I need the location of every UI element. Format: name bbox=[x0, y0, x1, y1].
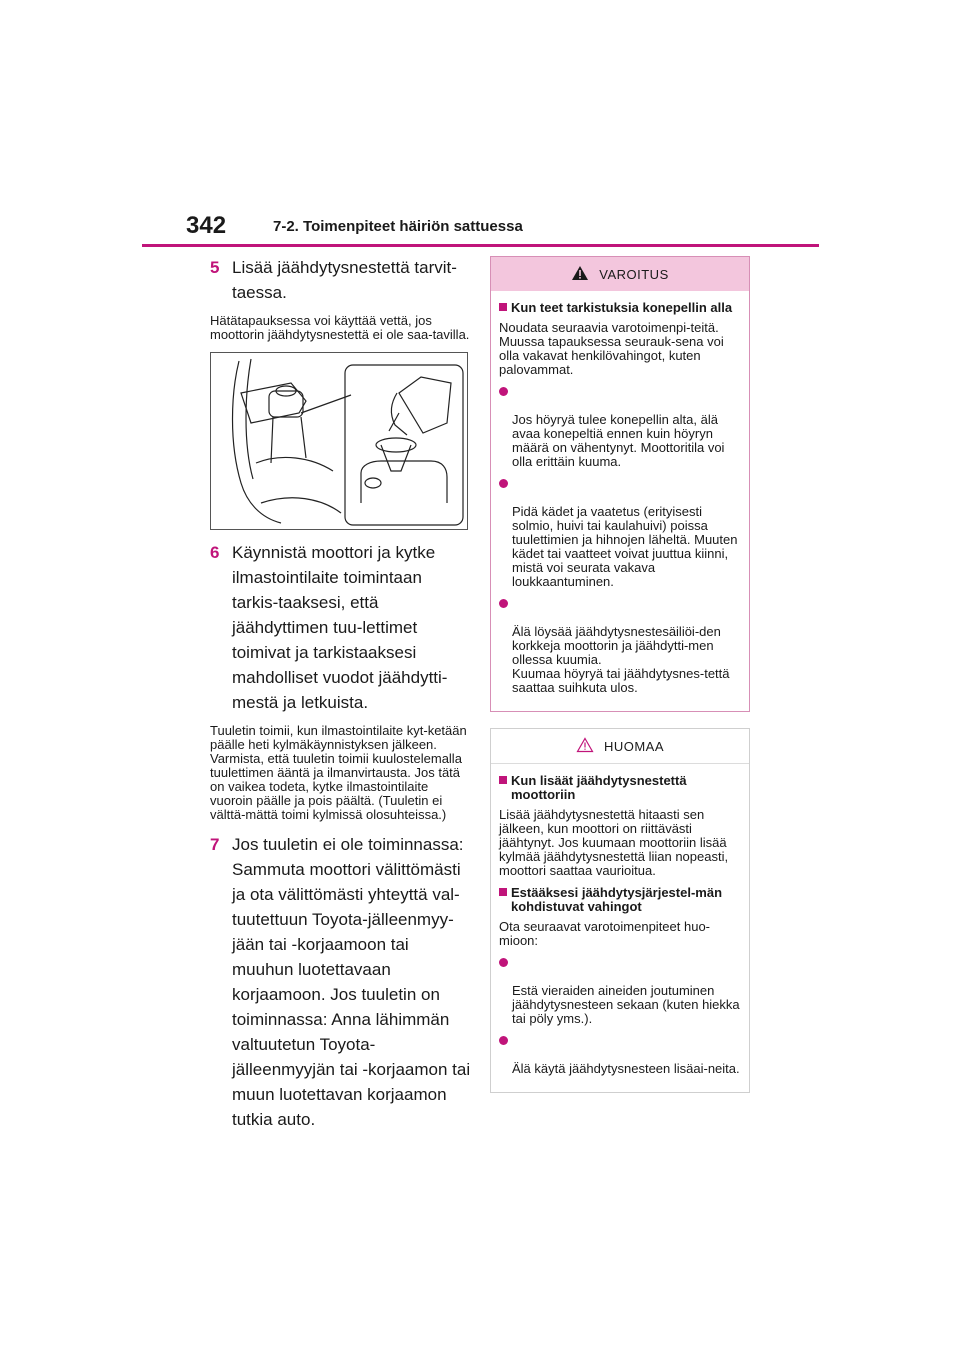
warning-box-header bbox=[491, 257, 749, 291]
section-title: 7-2. Toimenpiteet häiriön sattuessa bbox=[273, 218, 523, 235]
notice-box bbox=[490, 728, 750, 1093]
step-number: 7 bbox=[210, 835, 220, 854]
notice-bullet bbox=[499, 1034, 741, 1076]
step-number: 6 bbox=[210, 543, 220, 562]
round-bullet-icon bbox=[499, 387, 508, 396]
warning-bullet bbox=[499, 477, 741, 589]
warning-subhead-text: Kun teet tarkistuksia konepellin alla bbox=[511, 300, 733, 315]
warning-bullet-text: Älä löysää jäähdytysnestesäiliöi-den korkkeja moottorin ja jäähdytti-men ollessa kuumia. Kuumaa höyryä tai jäähdytysnes-tettä saattaa suihkuta ulos. bbox=[512, 624, 730, 695]
step-6-note: Tuuletin toimii, kun ilmastointilaite kyt-ketään päälle heti kylmäkäynnistyksen jälkeen. Varmista, että tuuletin toimii kuulostelemalla tuulettimen ääntä ja ilmanvirtausta. Jos tätä on vaikea todeta, kytke ilmastointilaite vuoroin päälle ja pois päältä. (Tuuletin ei välttä-mättä toimi kylmissä olosuhteissa.) bbox=[210, 723, 467, 822]
notice-box-header bbox=[491, 729, 749, 764]
step-text: Lisää jäähdytysnestettä tarvit-taessa. bbox=[232, 258, 457, 302]
round-bullet-icon bbox=[499, 479, 508, 488]
notice-bullet-text: Älä käytä jäähdytysnesteen lisäai-neita. bbox=[512, 1061, 740, 1076]
warning-box-title: VAROITUS bbox=[599, 266, 669, 282]
header-rule bbox=[142, 244, 819, 247]
step-7 bbox=[210, 832, 472, 1132]
round-bullet-icon bbox=[499, 1036, 508, 1045]
page-number: 342 bbox=[186, 212, 227, 239]
warning-bullet bbox=[499, 385, 741, 469]
square-bullet-icon bbox=[499, 888, 507, 896]
warning-box bbox=[490, 256, 750, 712]
step-text: Jos tuuletin ei ole toiminnassa: Sammuta moottori välittömästi ja ota välittömästi yhteyttä val-tuutettuun Toyota-jälleenmyy-jään tai -korjaamoon tai muuhun luotettavaan korjaamoon. Jos tuuletin on toiminnassa: Anna lähimmän valtuutetun Toyota-jälleenmyyjän tai -korjaamon tai muun luotettavan korjaamon tutkia auto. bbox=[232, 835, 471, 1129]
notice-bullet-text: Estä vieraiden aineiden joutuminen jäähdytysnesteen sekaan (kuten hiekka tai pöly yms.). bbox=[512, 983, 740, 1026]
warning-triangle-icon bbox=[571, 265, 589, 284]
round-bullet-icon bbox=[499, 958, 508, 967]
step-5-note: Hätätapauksessa voi käyttää vettä, jos moottorin jäähdytysnestettä ei ole saa-tavilla. bbox=[210, 313, 470, 342]
warning-bullet-text: Jos höyryä tulee konepellin alta, älä avaa konepeltiä ennen kuin höyryn määrä on vähentynyt. Moottoritila voi olla erittäin kuuma. bbox=[512, 412, 725, 469]
square-bullet-icon bbox=[499, 776, 507, 784]
left-column bbox=[210, 255, 472, 1141]
notice-subhead-text: Kun lisäät jäähdytysnestettä moottoriin bbox=[511, 773, 687, 802]
notice-intro: Ota seuraavat varotoimenpiteet huo-mioon: bbox=[499, 919, 711, 948]
step-number: 5 bbox=[210, 258, 220, 277]
notice-box-body bbox=[491, 764, 749, 1092]
step-6 bbox=[210, 540, 472, 715]
warning-bullet-text: Pidä kädet ja vaatetus (erityisesti solmio, huivi tai kaulahuivi) poissa tuulettimien ja hihnojen läheltä. Muuten kädet tai vaatteet voivat juuttua kiinni, mistä voi seurata vakava loukkaantuminen. bbox=[512, 504, 738, 589]
coolant-illustration-drawing bbox=[211, 353, 467, 529]
notice-bullet bbox=[499, 956, 741, 1026]
notice-intro: Lisää jäähdytysnestettä hitaasti sen jälkeen, kun moottori on riittävästi jäähtynyt. Jos kuumaan moottoriin lisää kylmää jäähdytysnestettä liian nopeasti, moottori saattaa vaurioitua. bbox=[499, 807, 729, 878]
step-text: Käynnistä moottori ja kytke ilmastointilaite toimintaan tarkis-taaksesi, että jäähdyttimen tuu-lettimet toimivat ja tarkistaaksesi mahdolliset vuodot jäähdytti-mestä ja letkuista. bbox=[232, 543, 448, 712]
coolant-illustration bbox=[210, 352, 468, 530]
warning-box-body bbox=[491, 291, 749, 711]
warning-bullet bbox=[499, 597, 741, 695]
square-bullet-icon bbox=[499, 303, 507, 311]
warning-intro: Noudata seuraavia varotoimenpi-teitä. Muussa tapauksessa seurauk-sena voi olla vakavat henkilövahingot, kuten palovammat. bbox=[499, 320, 724, 377]
right-column bbox=[490, 256, 750, 1109]
notice-subhead bbox=[499, 774, 741, 802]
step-5 bbox=[210, 255, 472, 305]
notice-subhead-text: Estääksesi jäähdytysjärjestel-män kohdistuvat vahingot bbox=[511, 885, 723, 914]
notice-subhead bbox=[499, 886, 741, 914]
round-bullet-icon bbox=[499, 599, 508, 608]
notice-box-title: HUOMAA bbox=[603, 738, 665, 754]
caution-outline-icon bbox=[576, 737, 594, 756]
warning-subhead bbox=[499, 301, 741, 315]
